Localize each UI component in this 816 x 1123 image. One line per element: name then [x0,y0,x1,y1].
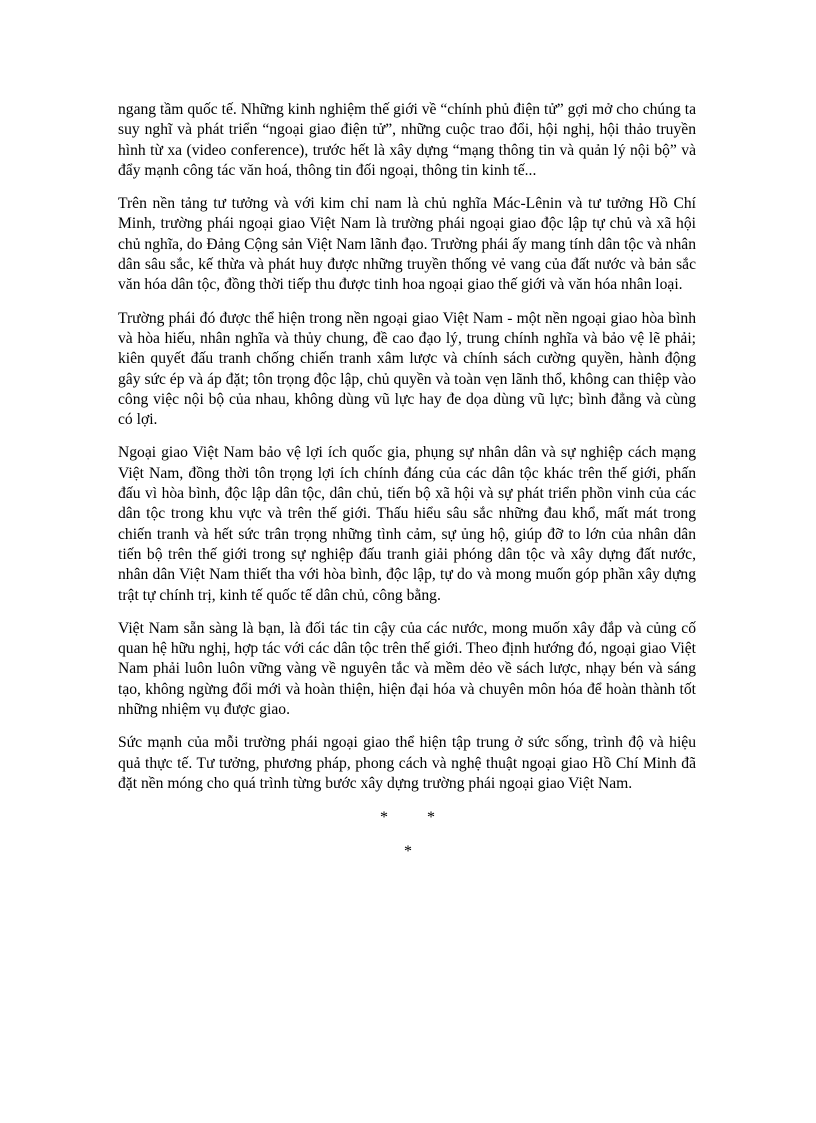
section-separator [118,807,696,867]
paragraph-6: Sức mạnh của mỗi trường phái ngoại giao thể hiện tập trung ở sức sống, trình độ và hiệu quả thực tế. Tư tưởng, phương pháp, phong cách và nghệ thuật ngoại giao Hồ Chí Minh đã đặt nền móng cho quá trình từng bước xây dựng trường phái ngoại giao Việt Nam. [118,734,696,792]
paragraph-2: Trên nền tảng tư tưởng và với kim chỉ nam là chủ nghĩa Mác-Lênin và tư tưởng Hồ Chí Minh, trường phái ngoại giao Việt Nam là trường phái ngoại giao độc lập tự chủ và xã hội chủ nghĩa, do Đảng Cộng sản Việt Nam lãnh đạo. Trường phái ấy mang tính dân tộc và nhân dân sâu sắc, kế thừa và phát huy được những truyền thống vẻ vang của đất nước và bản sắc văn hóa dân tộc, đồng thời tiếp thu được tinh hoa ngoại giao thế giới và văn hóa nhân loại. [118,195,696,294]
paragraph-1: ngang tầm quốc tế. Những kinh nghiệm thế giới về “chính phủ điện tử” gợi mở cho chúng ta suy nghĩ và phát triển “ngoại giao điện tử”, những cuộc trao đổi, hội nghị, hội thảo truyền hình từ xa (video conference), trước hết là xây dựng “mạng thông tin và quản lý nội bộ” và đẩy mạnh công tác văn hoá, thông tin đối ngoại, thông tin kinh tế... [118,101,696,179]
paragraph-4: Ngoại giao Việt Nam bảo vệ lợi ích quốc gia, phụng sự nhân dân và sự nghiệp cách mạng Việt Nam, đồng thời tôn trọng lợi ích chính đáng của các dân tộc khác trên thế giới, phấn đấu vì hòa bình, độc lập dân tộc, dân chủ, tiến bộ xã hội và sự phát triển phồn vinh của các dân tộc trong khu vực và trên thế giới. Thấu hiểu sâu sắc những đau khổ, mất mát trong chiến tranh và hết sức trân trọng những tình cảm, sự ủng hộ, giúp đỡ to lớn của nhân dân tiến bộ trên thế giới trong sự nghiệp đấu tranh giải phóng dân tộc và xây dựng đất nước, nhân dân Việt Nam thiết tha với hòa bình, độc lập, tự do và mong muốn góp phần xây dựng trật tự chính trị, kinh tế quốc tế dân chủ, công bằng. [118,444,696,604]
separator-asterisk: * [404,843,412,861]
paragraph-3: Trường phái đó được thể hiện trong nền ngoại giao Việt Nam - một nền ngoại giao hòa bình và hòa hiếu, nhân nghĩa và thủy chung, đề cao đạo lý, trung chính nghĩa và bảo vệ lẽ phải; kiên quyết đấu tranh chống chiến tranh xâm lược và chính sách cường quyền, hành động gây sức ép và áp đặt; tôn trọng độc lập, chủ quyền và toàn vẹn lãnh thổ, không can thiệp vào công việc nội bộ của nhau, không dùng vũ lực hay đe dọa dùng vũ lực; bình đẳng và cùng có lợi. [118,309,696,429]
separator-asterisk: * [380,809,388,827]
paragraph-5: Việt Nam sẵn sàng là bạn, là đối tác tin cậy của các nước, mong muốn xây đắp và củng cố quan hệ hữu nghị, hợp tác với các dân tộc trên thế giới. Theo định hướng đó, ngoại giao Việt Nam phải luôn luôn vững vàng về nguyên tắc và mềm dẻo về sách lược, nhạy bén và sáng tạo, không ngừng đổi mới và hoàn thiện, hiện đại hóa và chuyên môn hóa để hoàn thành tốt những nhiệm vụ được giao. [118,619,696,719]
separator-asterisk: * [427,809,435,827]
document-page [118,100,696,867]
